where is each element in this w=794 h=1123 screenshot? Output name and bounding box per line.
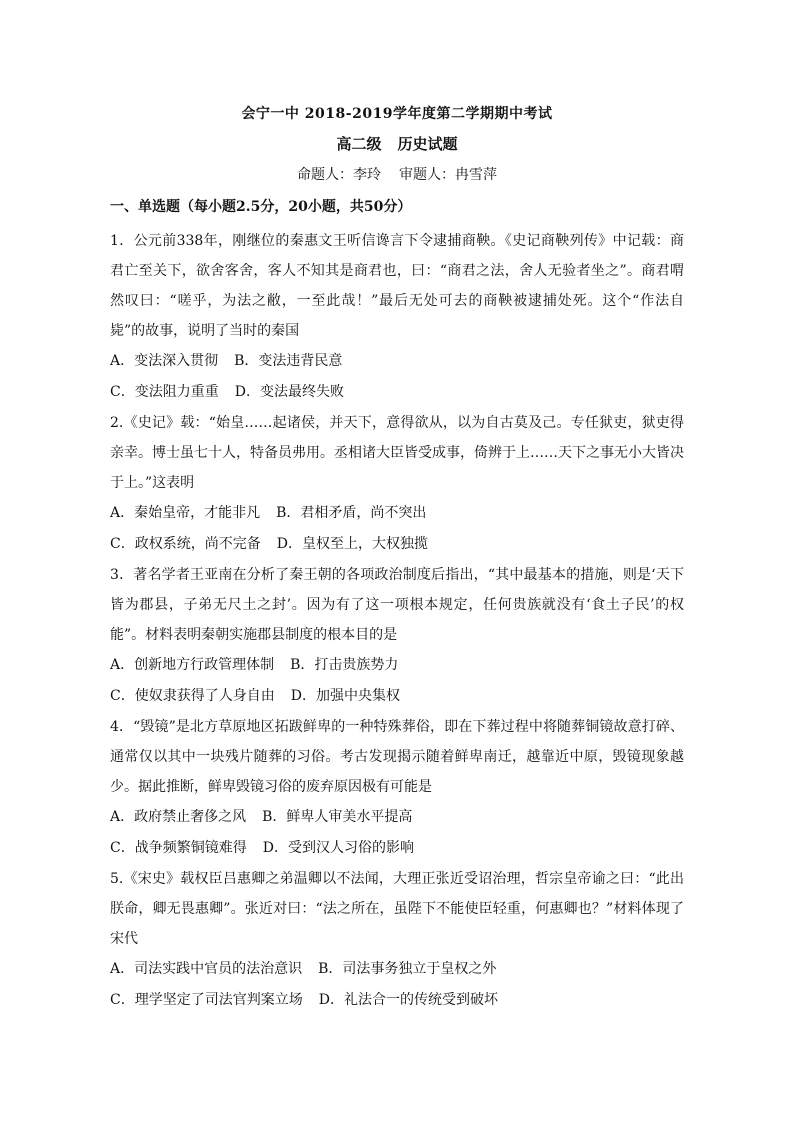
option-row: [110, 346, 684, 377]
option-b: B．打击贵族势力: [290, 657, 399, 673]
exam-subtitle: [0, 133, 794, 154]
option-c: C．政权系统，尚不完备: [110, 536, 261, 552]
option-a: A．司法实践中官员的法治意识: [110, 961, 303, 977]
option-row: [110, 802, 684, 833]
option-row: [110, 833, 684, 864]
reviewer-label: 审题人：冉雪萍: [399, 167, 497, 183]
option-d: D．皇权至上，大权独揽: [276, 536, 428, 552]
option-c: C．战争频繁铜镜难得: [110, 840, 247, 856]
option-row: [110, 377, 684, 408]
option-d: D．变法最终失败: [234, 384, 344, 400]
questions-list: [110, 226, 684, 1016]
grade-label: 高二级: [336, 135, 382, 153]
option-a: A．变法深入贯彻: [110, 353, 219, 369]
question-1: [110, 226, 684, 408]
option-row: [110, 985, 684, 1016]
option-d: D．礼法合一的传统受到破坏: [318, 992, 498, 1008]
question-2: [110, 408, 684, 560]
option-row: [110, 681, 684, 712]
option-a: A．秦始皇帝，才能非凡: [110, 505, 261, 521]
option-b: B．君相矛盾，尚不突出: [276, 505, 427, 521]
section-heading: 一、单选题（每小题2.5分，20小题，共50分）: [110, 199, 412, 215]
setter-label: 命题人：李玲: [297, 167, 381, 183]
option-a: A．政府禁止奢侈之风: [110, 809, 247, 825]
option-c: C．变法阻力重重: [110, 384, 219, 400]
option-row: [110, 954, 684, 985]
option-b: B．变法违背民意: [234, 353, 343, 369]
option-b: B．鲜卑人审美水平提高: [262, 809, 413, 825]
option-b: B．司法事务独立于皇权之外: [318, 961, 497, 977]
question-stem: 3．著名学者王亚南在分析了秦王朝的各项政治制度后指出，“其中最基本的措施，则是‘天下皆为郡县，子弟无尺土之封’。因为有了这一项根本规定，任何贵族就没有‘食土子民’的权能”。材料表明秦朝实施郡县制度的根本目的是: [110, 567, 684, 643]
option-a: A．创新地方行政管理体制: [110, 657, 275, 673]
subject-label: 历史试题: [397, 135, 458, 153]
question-stem: 4．“毁镜”是北方草原地区拓跋鲜卑的一种特殊葬俗，即在下葬过程中将随葬铜镜故意打碎、通常仅以其中一块残片随葬的习俗。考古发现揭示随着鲜卑南迁，越靠近中原，毁镜现象越少。据此推断，鲜卑毁镜习俗的废弃原因极有可能是: [110, 719, 684, 795]
option-d: D．加强中央集权: [290, 688, 400, 704]
exam-title: 会宁一中 2018-2019学年度第二学期期中考试: [241, 106, 553, 122]
question-5: [110, 864, 684, 1016]
option-d: D．受到汉人习俗的影响: [262, 840, 414, 856]
option-row: [110, 650, 684, 681]
exam-authors: [0, 164, 794, 184]
option-c: C．使奴隶获得了人身自由: [110, 688, 275, 704]
question-stem: 1．公元前338年，刚继位的秦惠文王听信谗言下令逮捕商鞅。《史记商鞅列传》中记载：商君亡至关下，欲舍客舍，客人不知其是商君也，曰：“商君之法，舍人无验者坐之”。商君喟然叹曰：“嗟乎，为法之敝，一至此哉！”最后无处可去的商鞅被逮捕处死。这个“作法自毙”的故事，说明了当时的秦国: [110, 233, 684, 339]
option-c: C．理学坚定了司法官判案立场: [110, 992, 303, 1008]
question-3: [110, 560, 684, 712]
option-row: [110, 498, 684, 529]
option-row: [110, 529, 684, 560]
question-4: [110, 712, 684, 864]
question-stem: 5.《宋史》载权臣吕惠卿之弟温卿以不法闻，大理正张近受诏治理，哲宗皇帝谕之曰：“此出朕命，卿无畏惠卿”。张近对曰：“法之所在，虽陛下不能使臣轻重，何惠卿也？”材料体现了宋代: [110, 871, 684, 947]
question-stem: 2.《史记》载：“始皇……起诸侯，并天下，意得欲从，以为自古莫及己。专任狱吏，狱吏得亲幸。博士虽七十人，特备员弗用。丞相诸大臣皆受成事，倚辨于上……天下之事无小大皆决于上。”这表明: [110, 415, 684, 491]
